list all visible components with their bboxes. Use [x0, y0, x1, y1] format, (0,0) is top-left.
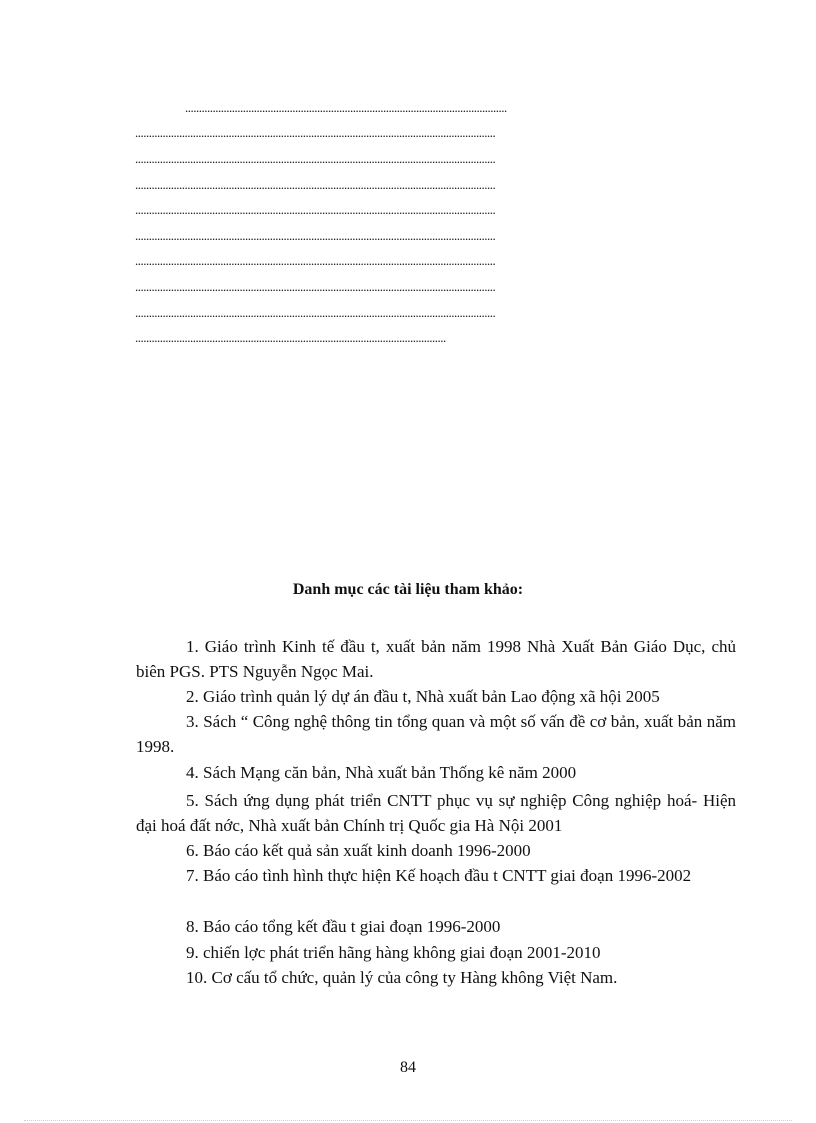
dotted-line-1: .....................................................................................................................: [185, 101, 507, 115]
reference-item-6: [136, 838, 736, 863]
dotted-line-2: ...................................................................................................................................: [135, 126, 496, 140]
reference-item-1: [136, 634, 736, 684]
reference-item-10: [136, 965, 736, 990]
reference-item-3: [136, 709, 736, 759]
reference-item-4: [136, 760, 736, 785]
reference-item-7: [136, 863, 736, 888]
page-bottom-divider: [24, 1120, 792, 1121]
reference-text: 2. Giáo trình quản lý dự án đầu t, Nhà xuất bản Lao động xã hội 2005: [186, 687, 660, 706]
dotted-line-5: ...................................................................................................................................: [135, 203, 496, 217]
reference-text: 1. Giáo trình Kinh tế đầu t, xuất bản năm 1998 Nhà Xuất Bản Giáo Dục, chủ biên PGS. PTS Nguyễn Ngọc Mai.: [136, 637, 736, 681]
reference-text: 10. Cơ cấu tổ chức, quản lý của công ty Hàng không Việt Nam.: [186, 968, 618, 987]
reference-text: 6. Báo cáo kết quả sản xuất kinh doanh 1996-2000: [186, 841, 531, 860]
reference-text: 3. Sách “ Công nghệ thông tin tổng quan và một số vấn đề cơ bản, xuất bản năm 1998.: [136, 712, 736, 756]
dotted-line-4: ...................................................................................................................................: [135, 178, 496, 192]
reference-item-2: [136, 684, 736, 709]
reference-item-5: [136, 788, 736, 838]
dotted-line-9: ...................................................................................................................................: [135, 306, 496, 320]
dotted-line-3: ...................................................................................................................................: [135, 152, 496, 166]
dotted-line-10: .................................................................................................................: [135, 331, 446, 345]
references-heading: Danh mục các tài liệu tham khảo:: [292, 581, 524, 598]
reference-item-9: [136, 940, 736, 965]
reference-text: 5. Sách ứng dụng phát triển CNTT phục vụ sự nghiệp Công nghiệp hoá- Hiện đại hoá đất nớc, Nhà xuất bản Chính trị Quốc gia Hà Nội 2001: [136, 791, 736, 835]
page-number: 84: [400, 1059, 416, 1076]
dotted-line-7: ...................................................................................................................................: [135, 254, 496, 268]
dotted-line-6: ...................................................................................................................................: [135, 229, 496, 243]
reference-text: 4. Sách Mạng căn bản, Nhà xuất bản Thống kê năm 2000: [186, 763, 577, 782]
reference-text: 8. Báo cáo tổng kết đầu t giai đoạn 1996-2000: [186, 917, 501, 936]
reference-text: 9. chiến lợc phát triển hãng hàng không giai đoạn 2001-2010: [186, 943, 601, 962]
reference-item-8: [136, 914, 736, 939]
dotted-line-8: ...................................................................................................................................: [135, 280, 496, 294]
reference-text: 7. Báo cáo tình hình thực hiện Kế hoạch đầu t CNTT giai đoạn 1996-2002: [186, 866, 692, 885]
